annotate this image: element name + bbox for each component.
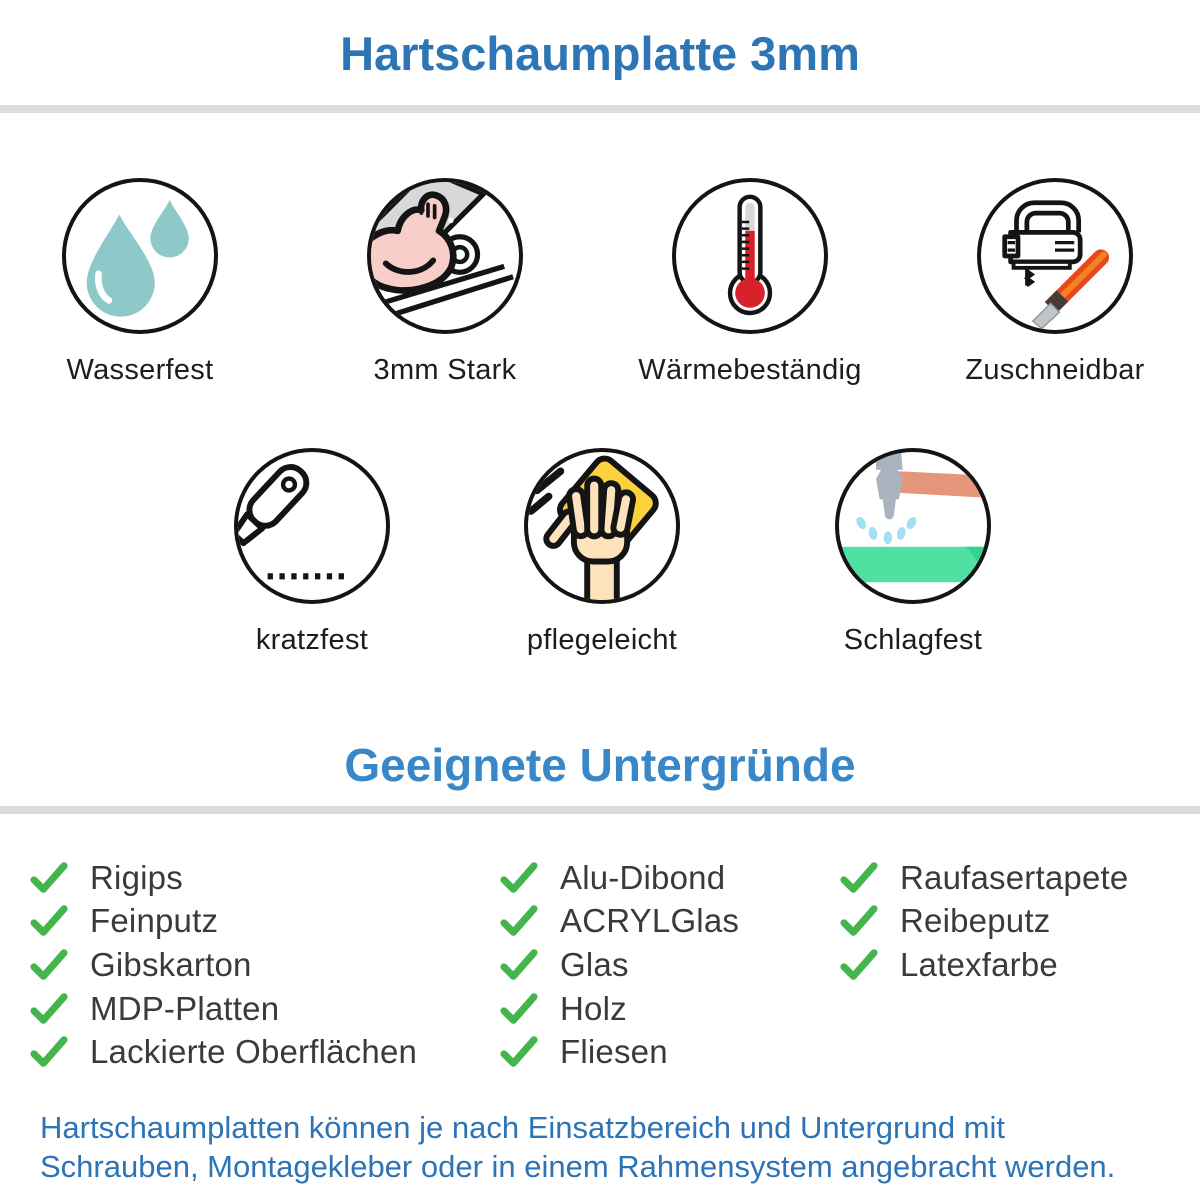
feature-label: Schlagfest <box>843 624 983 656</box>
surface-label: Lackierte Oberflächen <box>90 1033 418 1071</box>
flexed-arm-icon <box>367 178 523 334</box>
list-item <box>498 943 739 987</box>
list-item <box>498 987 739 1031</box>
feature-label: Zuschneidbar <box>965 354 1145 386</box>
water-drops-icon <box>62 178 218 334</box>
feature-label: pflegeleicht <box>526 624 678 656</box>
list-item <box>28 943 417 987</box>
check-icon <box>838 905 880 937</box>
page-title: Hartschaumplatte 3mm <box>340 27 860 80</box>
feature-label: Wasserfest <box>66 354 214 386</box>
list-item <box>28 900 417 944</box>
feature-zuschneidbar <box>905 178 1200 387</box>
surface-label: Fliesen <box>560 1033 668 1071</box>
surface-label: Raufasertapete <box>900 858 1129 896</box>
surface-label: Gibskarton <box>90 945 252 983</box>
feature-label: Wärmebeständig <box>638 354 862 386</box>
feature-pflegeleicht <box>452 448 752 657</box>
list-item <box>28 1030 417 1074</box>
surface-label: MDP-Platten <box>90 989 280 1027</box>
check-icon <box>498 993 540 1025</box>
surface-label: Latexfarbe <box>900 945 1058 983</box>
divider-top <box>0 105 1200 113</box>
feature-wasserfest <box>0 178 290 387</box>
jigsaw-icon <box>977 178 1133 334</box>
feature-kratzfest <box>162 448 462 657</box>
surface-label: Rigips <box>90 858 183 896</box>
surface-label: Alu-Dibond <box>560 858 726 896</box>
feature-label: kratzfest <box>255 624 369 656</box>
surface-label: Holz <box>560 989 627 1027</box>
check-icon <box>498 1036 540 1068</box>
check-icon <box>498 862 540 894</box>
surface-label: Reibeputz <box>900 902 1051 940</box>
check-icon <box>28 862 70 894</box>
surface-label: ACRYLGlas <box>560 902 740 940</box>
feature-waermebestaendig <box>600 178 900 387</box>
surface-column-2 <box>498 856 739 1074</box>
list-item <box>28 856 417 900</box>
check-icon <box>28 1036 70 1068</box>
utility-knife-icon <box>234 448 390 604</box>
surface-column-1 <box>28 856 417 1074</box>
check-icon <box>28 949 70 981</box>
thermometer-icon <box>672 178 828 334</box>
list-item <box>838 856 1128 900</box>
mounting-note <box>40 1108 1170 1186</box>
list-item <box>498 856 739 900</box>
list-item <box>838 943 1128 987</box>
surface-label: Feinputz <box>90 902 219 940</box>
mounting-note-line1: Hartschaumplatten können je nach Einsatzbereich und Untergrund mit <box>40 1110 1005 1145</box>
check-icon <box>498 905 540 937</box>
surface-column-3 <box>838 856 1128 987</box>
feature-label: 3mm Stark <box>373 354 517 386</box>
hammer-impact-icon <box>835 448 991 604</box>
check-icon <box>838 949 880 981</box>
list-item <box>498 900 739 944</box>
check-icon <box>498 949 540 981</box>
check-icon <box>838 862 880 894</box>
check-icon <box>28 993 70 1025</box>
hand-with-cloth-icon <box>524 448 680 604</box>
section-title-untergruende: Geeignete Untergründe <box>344 739 856 791</box>
surface-label: Glas <box>560 945 629 983</box>
divider-middle <box>0 806 1200 814</box>
mounting-note-line2: Schrauben, Montagekleber oder in einem Rahmensystem angebracht werden. <box>40 1149 1116 1184</box>
feature-schlagfest <box>763 448 1063 657</box>
check-icon <box>28 905 70 937</box>
list-item <box>28 987 417 1031</box>
list-item <box>838 900 1128 944</box>
feature-3mm-stark <box>295 178 595 387</box>
list-item <box>498 1030 739 1074</box>
